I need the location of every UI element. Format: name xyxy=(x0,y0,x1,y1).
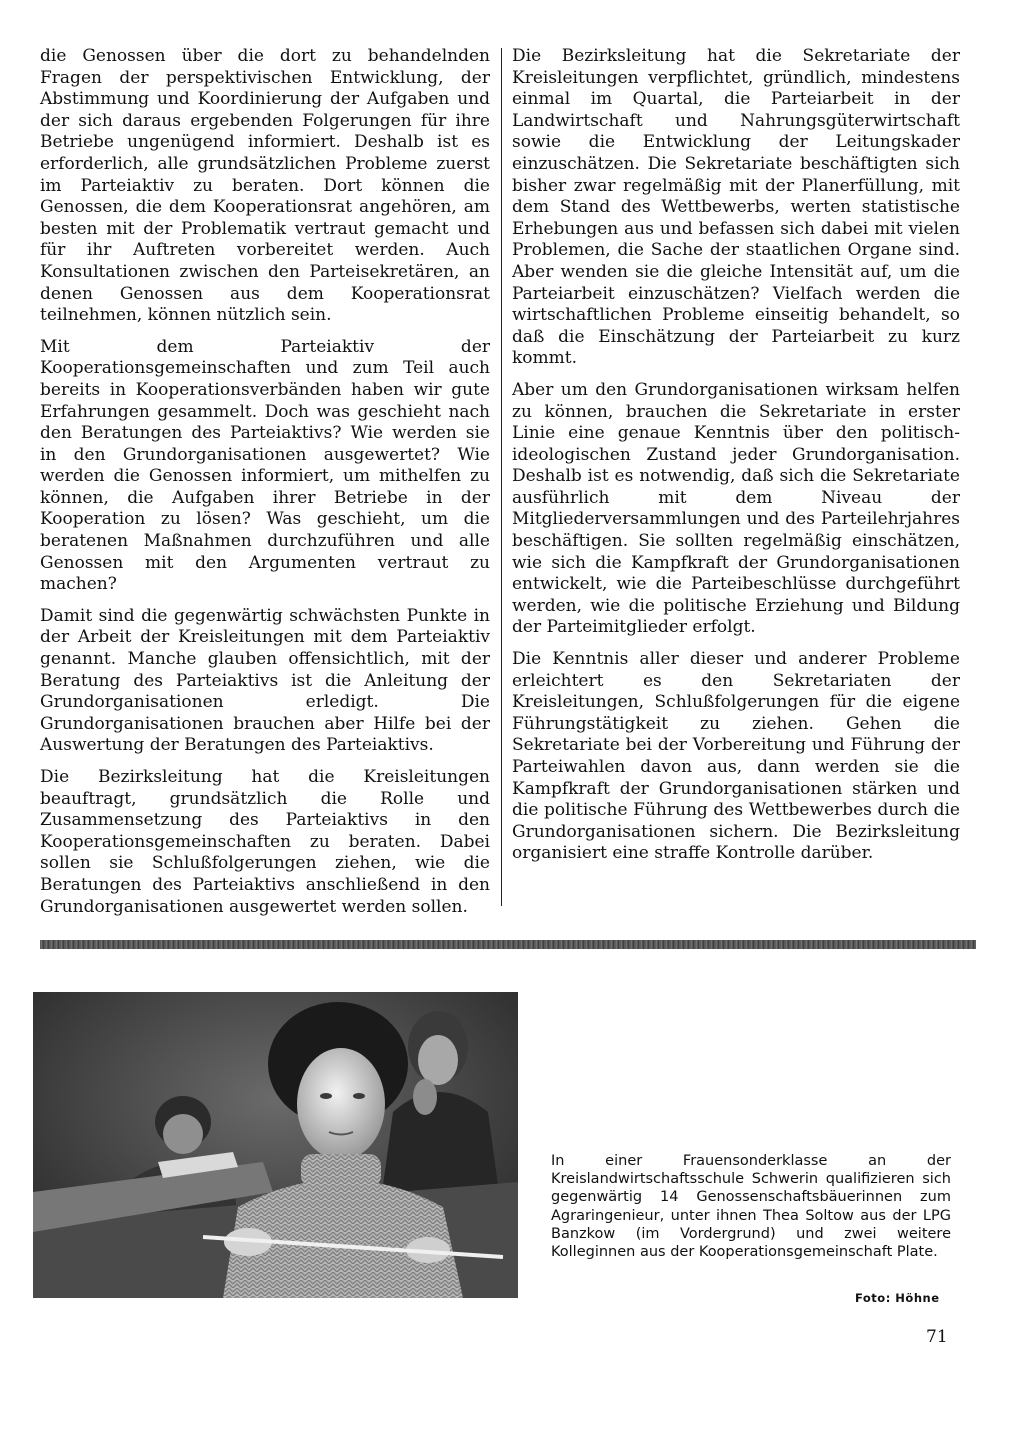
section-divider-band xyxy=(40,940,976,949)
paragraph: Die Kenntnis aller dieser und anderer Probleme erleichtert es den Sekretariaten der Kreisleitungen, Schlußfolgerungen für die eigene Führungstätigkeit zu ziehen. Gehen die Sekretariate bei der Vorbereitung und Führung der Parteiwahlen davon aus, dann werden sie die Kampfkraft der Grundorganisationen stärken und die politische Führung des Wettbewerbes durch die Grundorganisationen sichern. Die Bezirksleitung organisiert eine straffe Kontrolle darüber. xyxy=(512,649,960,864)
left-text-column xyxy=(40,46,490,928)
page-number: 71 xyxy=(926,1327,948,1347)
right-text-column xyxy=(512,46,960,875)
photo-caption: In einer Frauensonderklasse an der Kreislandwirtschaftsschule Schwerin qualifizieren sich gegenwärtig 14 Genossenschaftsbäuerinnen zum Agraringenieur, unter ihnen Thea Soltow aus der LPG Banzkow (im Vordergrund) und zwei weitere Kolleginnen aus der Kooperationsgemeinschaft Plate. xyxy=(551,1153,951,1261)
paragraph: Die Bezirksleitung hat die Sekretariate der Kreisleitungen verpflichtet, gründlich, mindestens einmal im Quartal, die Parteiarbeit in der Landwirtschaft und Nahrungsgüterwirtschaft sowie die Entwicklung der Leitungskader einzuschätzen. Die Sekretariate beschäftigten sich bisher zwar regelmäßig mit der Planerfüllung, mit dem Stand des Wettbewerbs, werten statistische Erhebungen aus und befassen sich dabei mit vielen Problemen, die Sache der staatlichen Organe sind. Aber wenden sie die gleiche Intensität auf, um die Parteiarbeit einzuschätzen? Vielfach werden die wirtschaftlichen Probleme einseitig behandelt, so daß die Einschätzung der Parteiarbeit zu kurz kommt. xyxy=(512,46,960,369)
paragraph: die Genossen über die dort zu behandelnden Fragen der perspektivischen Entwicklung, der Abstimmung und Koordinierung der Aufgaben und der sich daraus ergebenden Folgerungen für ihre Betriebe ungenügend informiert. Deshalb ist es erforderlich, alle grundsätzlichen Probleme zuerst im Parteiaktiv zu beraten. Dort können die Genossen, die dem Kooperationsrat angehören, am besten mit der Problematik vertraut gemacht und für ihr Auftreten vorbereitet werden. Auch Konsultationen zwischen den Parteisekretären, an denen Genossen aus dem Kooperationsrat teilnehmen, können nützlich sein. xyxy=(40,46,490,326)
photo-credit: Foto: Höhne xyxy=(855,1291,940,1305)
paragraph: Mit dem Parteiaktiv der Kooperationsgemeinschaften und zum Teil auch bereits in Kooperationsverbänden haben wir gute Erfahrungen gesammelt. Doch was geschieht nach den Beratungen des Parteiaktivs? Wie werden sie in den Grundorganisationen ausgewertet? Wie werden die Genossen informiert, um mithelfen zu können, die Aufgaben ihrer Betriebe in der Kooperation zu lösen? Was geschieht, um die beratenen Maßnahmen durchzuführen und alle Genossen mit den Argumenten vertraut zu machen? xyxy=(40,336,490,595)
paragraph: Aber um den Grundorganisationen wirksam helfen zu können, brauchen die Sekretariate in erster Linie eine genaue Kenntnis über den politisch-ideologischen Zustand jeder Grundorganisation. Deshalb ist es notwendig, daß sich die Sekretariate ausführlich mit dem Niveau der Mitgliederversammlungen und des Parteilehrjahres beschäftigen. Sie sollten regelmäßig einschätzen, wie sich die Kampfkraft der Grundorganisationen entwickelt, wie die Parteibeschlüsse durchgeführt werden, wie die politische Erziehung und Bildung der Parteimitglieder erfolgt. xyxy=(512,379,960,638)
photo-illustration xyxy=(33,992,518,1298)
classroom-photo xyxy=(33,992,518,1298)
paragraph: Damit sind die gegenwärtig schwächsten Punkte in der Arbeit der Kreisleitungen mit dem Parteiaktiv genannt. Manche glauben offensichtlich, mit der Beratung des Parteiaktivs ist die Anleitung der Grundorganisationen erledigt. Die Grundorganisationen brauchen aber Hilfe bei der Auswertung der Beratungen des Parteiaktivs. xyxy=(40,605,490,756)
paragraph: Die Bezirksleitung hat die Kreisleitungen beauftragt, grundsätzlich die Rolle und Zusammensetzung des Parteiaktivs in den Kooperationsgemeinschaften zu beraten. Dabei sollen sie Schlußfolgerungen ziehen, wie die Beratungen des Parteiaktivs anschließend in den Grundorganisationen ausgewertet werden sollen. xyxy=(40,767,490,917)
column-divider xyxy=(501,48,502,906)
